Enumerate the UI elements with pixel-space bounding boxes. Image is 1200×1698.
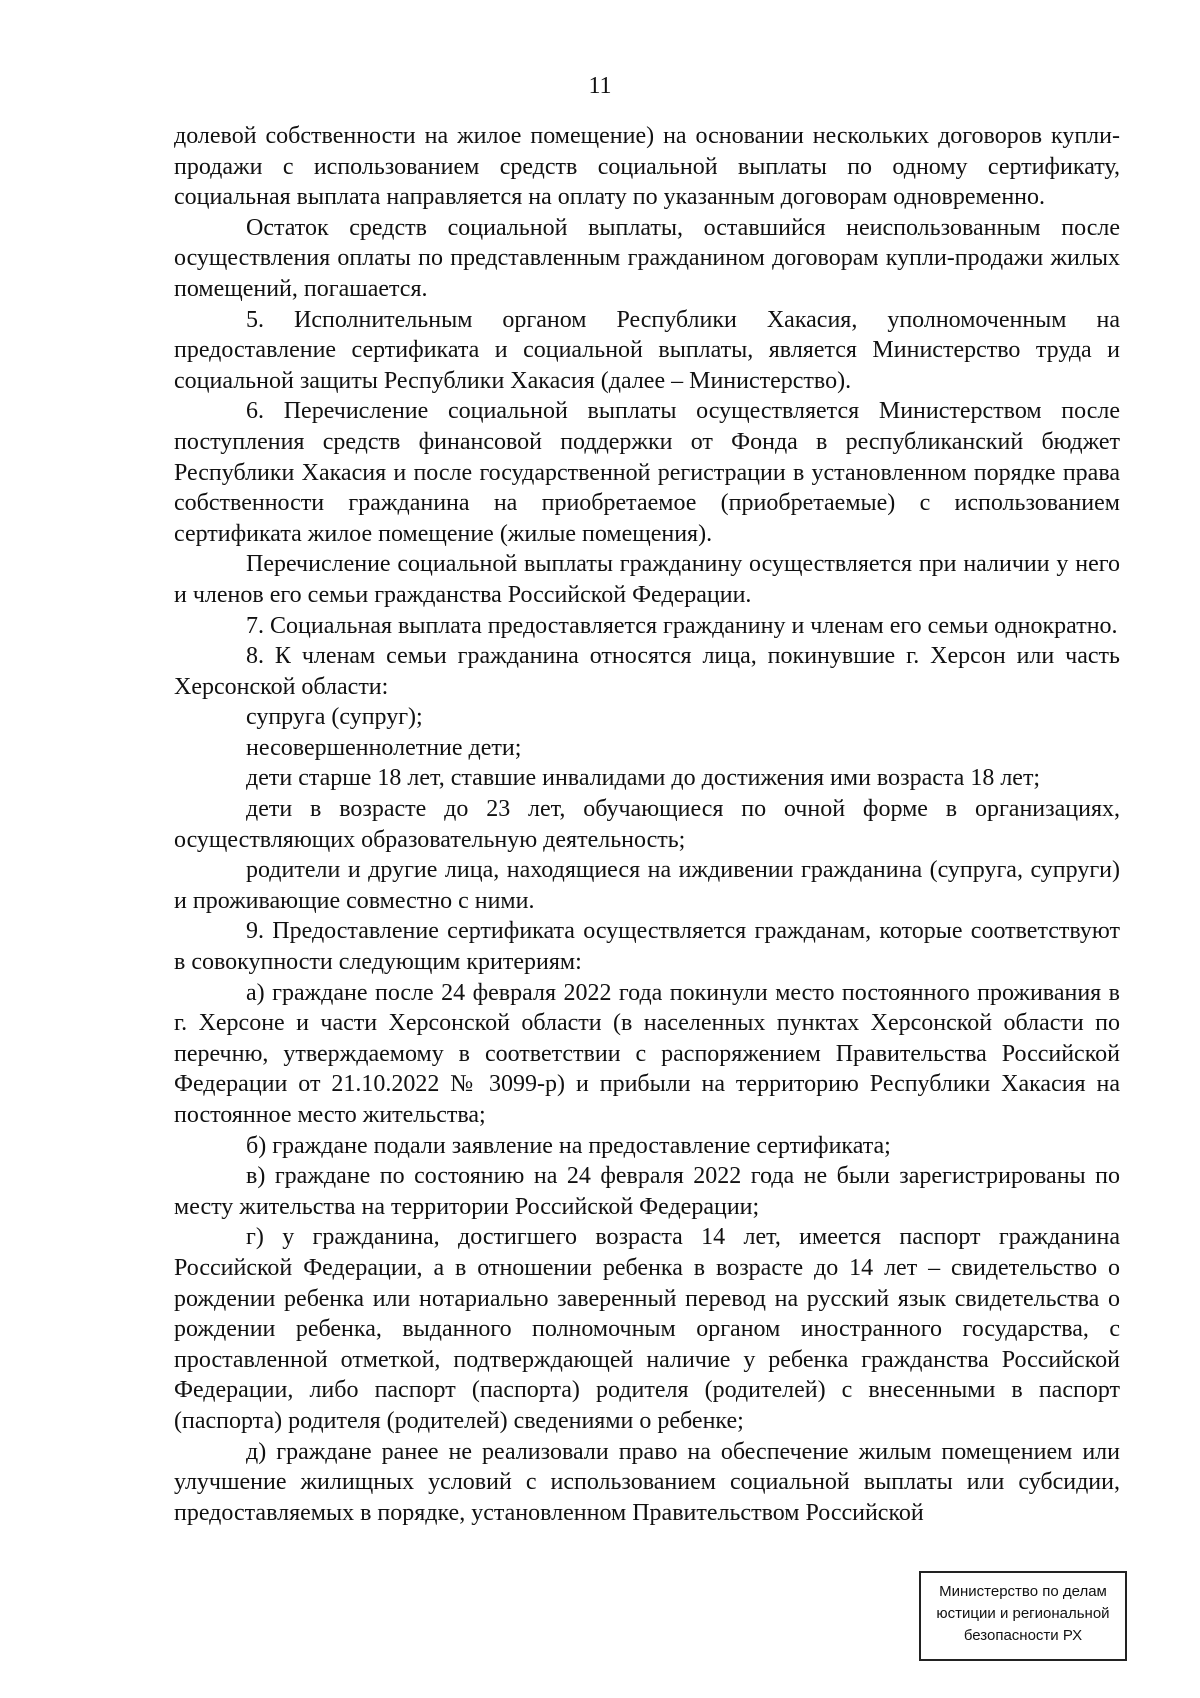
paragraph: Перечисление социальной выплаты гражданину осуществляется при наличии у него и членов его семьи гражданства Российской Федерации. <box>174 551 1120 608</box>
list-item: родители и другие лица, находящиеся на иждивении гражданина (супруга, супруги) и проживающие совместно с ними. <box>174 857 1120 914</box>
paragraph: Остаток средств социальной выплаты, оставшийся неиспользованным после осуществления оплаты по представленным гражданином договорам купли-продажи жилых помещений, погашается. <box>174 214 1120 302</box>
paragraph: 9. Предоставление сертификата осуществляется гражданам, которые соответствуют в совокупности следующим критериям: <box>174 918 1120 976</box>
paragraph: 8. К членам семьи гражданина относятся лица, покинувшие г. Херсон или часть Херсонской области: <box>174 643 1120 700</box>
stamp-line: безопасности РХ <box>963 1627 1083 1644</box>
list-item: несовершеннолетние дети; <box>246 734 522 761</box>
list-item: б) граждане подали заявление на предоставление сертификата; <box>246 1132 891 1159</box>
paragraph: 6. Перечисление социальной выплаты осуществляется Министерством после поступления средств финансовой поддержки от Фонда в республиканский бюджет Республики Хакасия и после государственной регистрации в установленном порядке права собственности гражданина на приобретаемое (приобретаемые) с использованием сертификата жилое помещение (жилые помещения). <box>174 398 1120 547</box>
paragraph: 5. Исполнительным органом Республики Хакасия, уполномоченным на предоставление сертификата и социальной выплаты, является Министерство труда и социальной защиты Республики Хакасия (далее – Министерство). <box>174 306 1120 394</box>
document-body <box>174 121 1120 1528</box>
list-item: дети в возрасте до 23 лет, обучающиеся по очной форме в организациях, осуществляющих образовательную деятельность; <box>174 796 1120 853</box>
stamp-line: Министерство по делам <box>939 1583 1107 1600</box>
list-item: супруга (супруг); <box>246 704 423 731</box>
list-item: дети старше 18 лет, ставшие инвалидами до достижения ими возраста 18 лет; <box>246 765 1041 792</box>
list-item: а) граждане после 24 февраля 2022 года покинули место постоянного проживания в г. Херсоне и части Херсонской области (в населенных пунктах Херсонской области по перечню, утверждаемому в соответствии с распоряжением Правительства Российской Федерации от 21.10.2022 № 3099-р) и прибыли на территорию Республики Хакасия на постоянное место жительства; <box>174 979 1120 1128</box>
page-number: 11 <box>588 73 612 99</box>
list-item: в) граждане по состоянию на 24 февраля 2022 года не были зарегистрированы по месту жительства на территории Российской Федерации; <box>174 1163 1120 1220</box>
paragraph: долевой собственности на жилое помещение) на основании нескольких договоров купли-продажи с использованием средств социальной выплаты по одному сертификату, социальная выплата направляется на оплату по указанным договорам одновременно. <box>174 123 1120 211</box>
stamp-line: юстиции и региональной <box>936 1605 1110 1622</box>
list-item: г) у гражданина, достигшего возраста 14 лет, имеется паспорт гражданина Российской Федерации, а в отношении ребенка в возрасте до 14 лет – свидетельство о рождении ребенка или нотариально заверенный перевод на русский язык свидетельства о рождении ребенка, выданного полномочным органом иностранного государства, с проставленной отметкой, подтверждающей наличие у ребенка гражданства Российской Федерации, либо паспорт (паспорта) родителя (родителей) с внесенными в паспорт (паспорта) родителя (родителей) сведениями о ребенке; <box>174 1224 1120 1434</box>
paragraph: 7. Социальная выплата предоставляется гражданину и членам его семьи однократно. <box>246 612 1118 639</box>
list-item: д) граждане ранее не реализовали право на обеспечение жилым помещением или улучшение жилищных условий с использованием социальной выплаты или субсидии, предоставляемых в порядке, установленном Правительством Российской <box>174 1438 1120 1526</box>
ministry-stamp <box>919 1571 1127 1661</box>
